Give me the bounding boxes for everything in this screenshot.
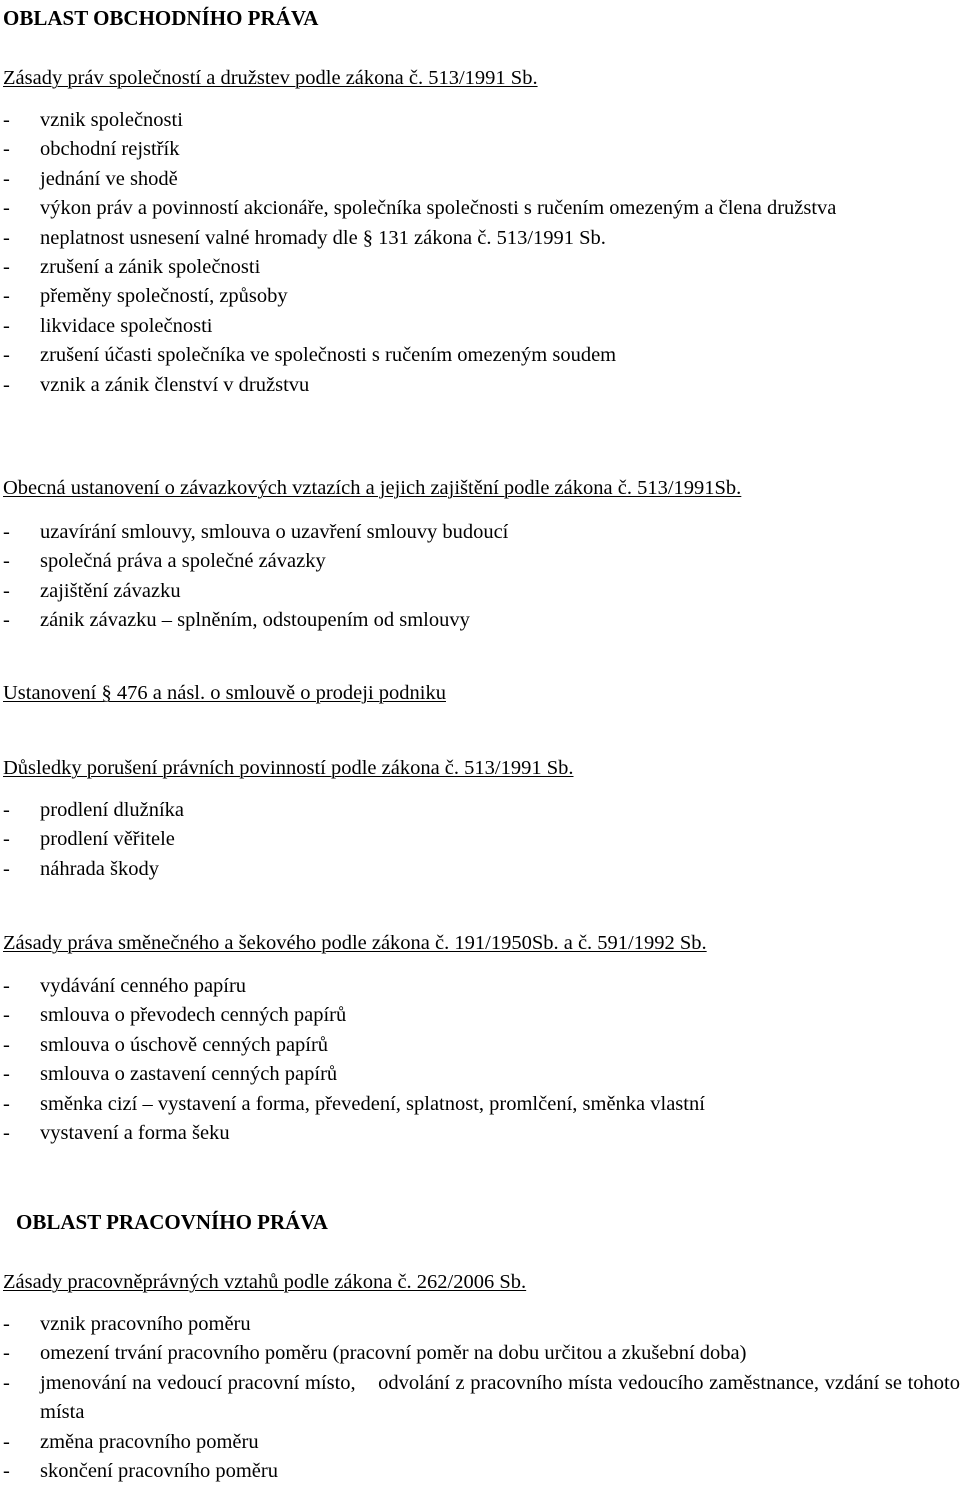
- heading-zasady-prav-spolecnosti: Zásady práv společností a družstev podle zákona č. 513/1991 Sb.: [3, 67, 538, 89]
- bullet-dash: -: [3, 1004, 10, 1027]
- bullet-dash: -: [3, 550, 10, 573]
- bullet-dash: -: [3, 1342, 10, 1365]
- list-smenecne-pravo: [3, 972, 960, 1148]
- heading-smlouva-o-prodeji-podniku: Ustanovení § 476 a násl. o smlouvě o prodeji podniku: [3, 682, 446, 704]
- list-item: - neplatnost usnesení valné hromady dle § 131 zákona č. 513/1991 Sb.: [3, 224, 960, 253]
- bullet-dash: -: [3, 521, 10, 543]
- bullet-dash: -: [3, 256, 10, 279]
- bullet-dash: -: [3, 285, 10, 308]
- list-item: - likvidace společnosti: [3, 312, 960, 341]
- list-item: - obchodní rejstřík: [3, 135, 960, 164]
- list-item: - změna pracovního poměru: [3, 1428, 960, 1457]
- heading-smenecne-pravo: Zásady práva směnečného a šekového podle zákona č. 191/1950Sb. a č. 591/1992 Sb.: [3, 932, 707, 954]
- list-item: - zrušení a zánik společnosti: [3, 253, 960, 282]
- heading-obecna-ustanoveni: Obecná ustanovení o závazkových vztazích a jejich zajištění podle zákona č. 513/1991Sb.: [3, 477, 742, 499]
- bullet-dash: -: [3, 167, 10, 190]
- list-item: - prodlení dlužníka: [3, 796, 960, 825]
- list-item: - vydávání cenného papíru: [3, 972, 960, 1001]
- bullet-dash: -: [3, 975, 10, 997]
- bullet-dash: -: [3, 226, 10, 249]
- list-item: - skončení pracovního poměru: [3, 1457, 960, 1486]
- list-item: - smlouva o převodech cenných papírů: [3, 1001, 960, 1030]
- bullet-dash: -: [3, 344, 10, 367]
- bullet-dash: -: [3, 579, 10, 602]
- bullet-dash: -: [3, 1092, 10, 1115]
- bullet-dash: -: [3, 109, 10, 131]
- list-item: - smlouva o úschově cenných papírů: [3, 1031, 960, 1060]
- list-item: - prodlení věřitele: [3, 825, 960, 854]
- list-item: - přeměny společností, způsoby: [3, 282, 960, 311]
- list-item: - zajištění závazku: [3, 577, 960, 606]
- section-title-obchodni-pravo: OBLAST OBCHODNÍHO PRÁVA: [3, 6, 319, 30]
- section-title-pracovni-pravo: OBLAST PRACOVNÍHO PRÁVA: [16, 1210, 328, 1234]
- bullet-dash: -: [3, 1033, 10, 1056]
- bullet-dash: -: [3, 857, 10, 880]
- list-item: - vznik a zánik členství v družstvu: [3, 371, 960, 400]
- bullet-dash: -: [3, 197, 10, 220]
- list-item: - jednání ve shodě: [3, 165, 960, 194]
- list-item: - uzavírání smlouvy, smlouva o uzavření smlouvy budoucí: [3, 518, 960, 547]
- bullet-dash: -: [3, 373, 10, 396]
- bullet-dash: -: [3, 799, 10, 821]
- list-item: - vznik pracovního poměru: [3, 1310, 960, 1339]
- bullet-dash: -: [3, 1371, 10, 1394]
- list-item: - vznik společnosti: [3, 106, 960, 135]
- list-item: - zrušení účasti společníka ve společnosti s ručením omezeným soudem: [3, 341, 960, 370]
- heading-pracovnepravni-vztahy: Zásady pracovněprávných vztahů podle zákona č. 262/2006 Sb.: [3, 1271, 527, 1293]
- bullet-dash: -: [3, 1430, 10, 1453]
- list-item: - vystavení a forma šeku: [3, 1119, 960, 1148]
- list-item: - směnka cizí – vystavení a forma, převedení, splatnost, promlčení, směnka vlastní: [3, 1090, 960, 1119]
- bullet-dash: -: [3, 1460, 10, 1483]
- list-item: - zánik závazku – splněním, odstoupením od smlouvy: [3, 606, 960, 635]
- list-item: - jmenování na vedoucí pracovní místo, odvolání z pracovního místa vedoucího zaměstnance, vzdání se tohoto místa: [3, 1369, 960, 1428]
- bullet-dash: -: [3, 138, 10, 161]
- list-item: - společná práva a společné závazky: [3, 547, 960, 576]
- bullet-dash: -: [3, 828, 10, 851]
- bullet-dash: -: [3, 314, 10, 337]
- list-item: - smlouva o zastavení cenných papírů: [3, 1060, 960, 1089]
- list-item: - výkon práv a povinností akcionáře, společníka společnosti s ručením omezeným a člena družstva: [3, 194, 960, 223]
- list-item: - náhrada škody: [3, 855, 960, 884]
- bullet-dash: -: [3, 609, 10, 632]
- list-obecna-ustanoveni: [3, 518, 960, 636]
- list-zasady-prav-spolecnosti: [3, 106, 960, 400]
- bullet-dash: -: [3, 1313, 10, 1335]
- list-item: - omezení trvání pracovního poměru (pracovní poměr na dobu určitou a zkušební doba): [3, 1339, 960, 1368]
- heading-dusledky-poruseni: Důsledky porušení právních povinností podle zákona č. 513/1991 Sb.: [3, 757, 574, 779]
- bullet-dash: -: [3, 1063, 10, 1086]
- list-pracovnepravni-vztahy: [3, 1310, 960, 1486]
- list-dusledky-poruseni: [3, 796, 960, 884]
- bullet-dash: -: [3, 1122, 10, 1145]
